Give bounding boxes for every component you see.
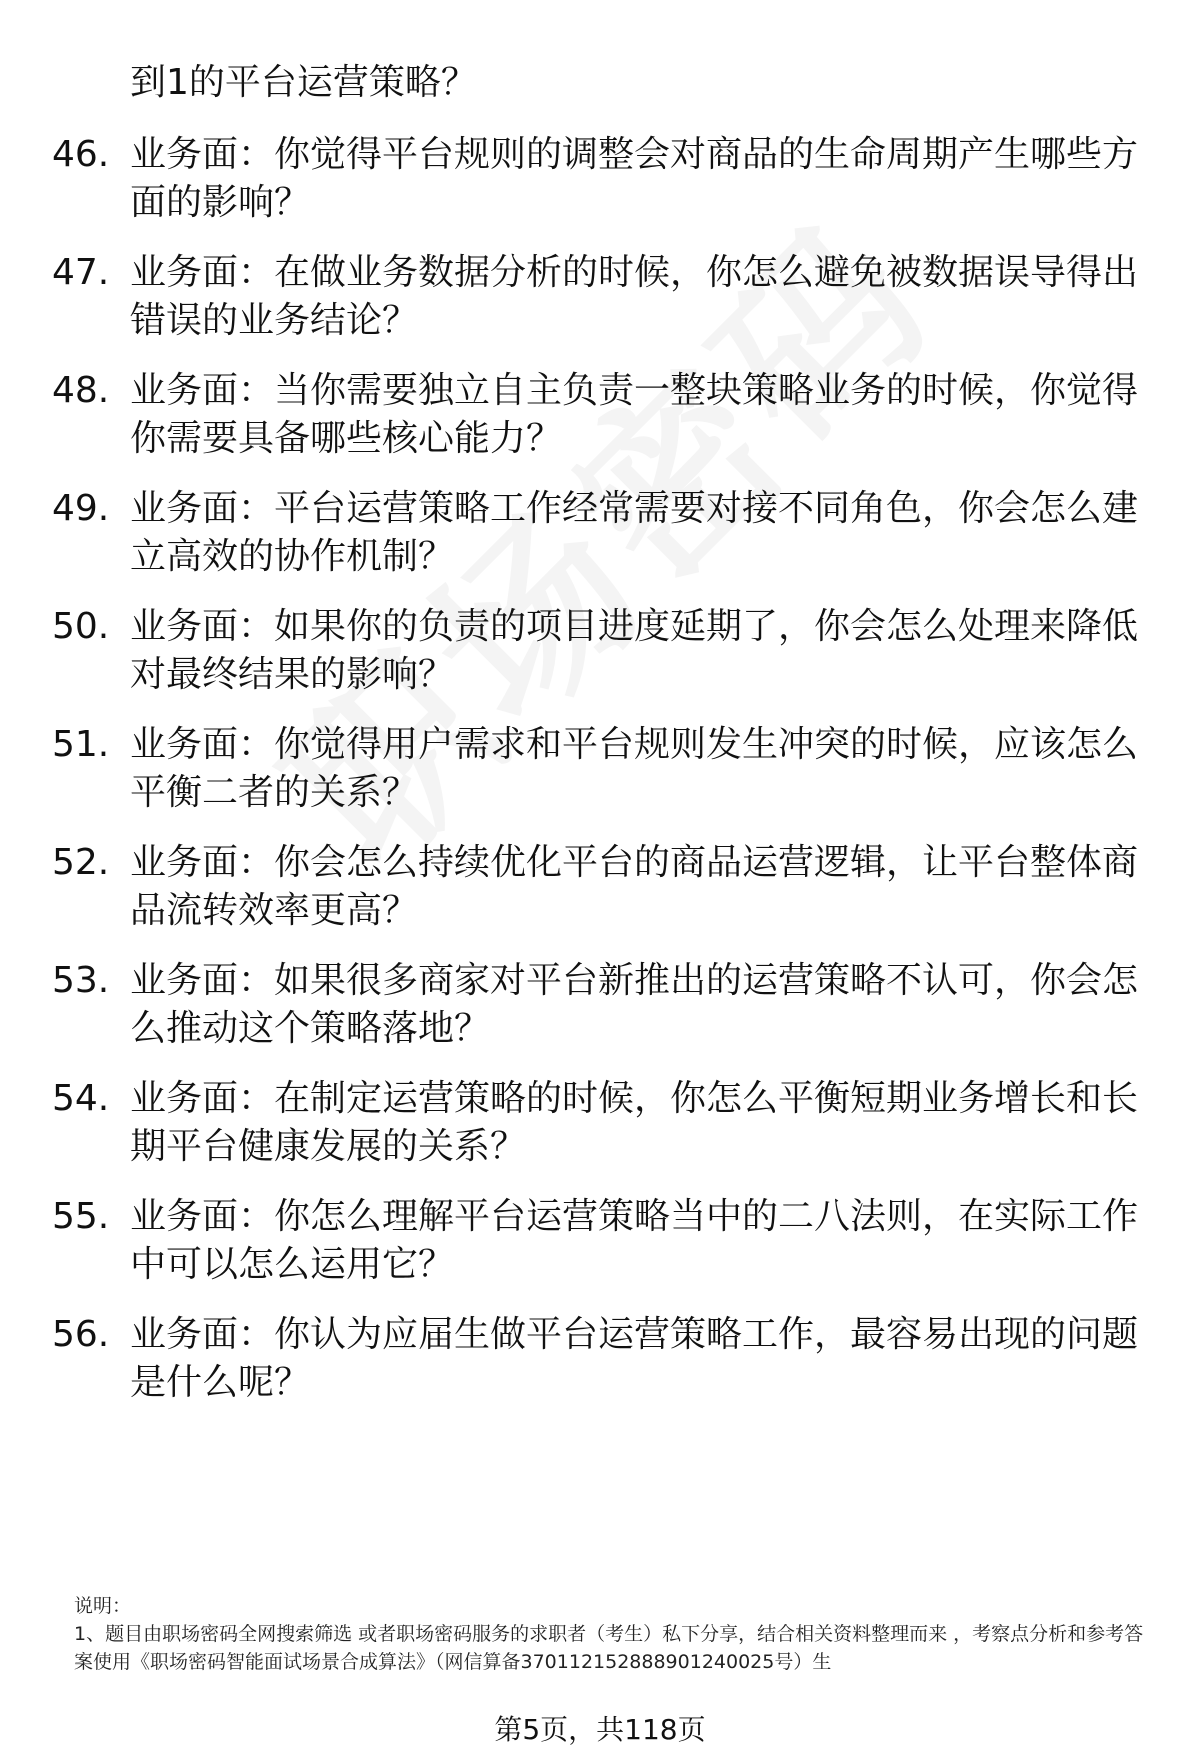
question-text: 业务面：在做业务数据分析的时候，你怎么避免被数据误导得出错误的业务结论？ — [130, 252, 1139, 341]
question-number: 49. — [52, 488, 110, 529]
question-text: 业务面：当你需要独立自主负责一整块策略业务的时候，你觉得你需要具备哪些核心能力？ — [130, 370, 1139, 459]
question-number: 54. — [52, 1078, 110, 1119]
question-text: 业务面：如果你的负责的项目进度延期了，你会怎么处理来降低对最终结果的影响？ — [130, 606, 1139, 695]
question-text: 业务面：你觉得平台规则的调整会对商品的生命周期产生哪些方面的影响？ — [130, 134, 1139, 223]
question-number: 53. — [52, 960, 110, 1001]
question-number: 46. — [52, 134, 110, 175]
continuation-text: 到1的平台运营策略？ — [130, 62, 477, 103]
question-text: 业务面：你认为应届生做平台运营策略工作，最容易出现的问题是什么呢？ — [130, 1314, 1139, 1403]
question-number: 47. — [52, 252, 110, 293]
notes-heading: 说明： — [74, 1595, 132, 1617]
question-text: 业务面：如果很多商家对平台新推出的运营策略不认可，你会怎么推动这个策略落地？ — [130, 960, 1139, 1049]
question-number: 48. — [52, 370, 110, 411]
notes-line: 1、题目由职场密码全网搜索筛选 或者职场密码服务的求职者（考生）私下分享，结合相关资料整理而来 ，考察点分析和参考答案使用《职场密码智能面试场景合成算法》（网信算备370112152888901240025号）生 — [74, 1623, 1144, 1673]
question-text: 业务面：你会怎么持续优化平台的商品运营逻辑，让平台整体商品流转效率更高？ — [130, 842, 1139, 931]
question-text: 业务面：平台运营策略工作经常需要对接不同角色，你会怎么建立高效的协作机制？ — [130, 488, 1139, 577]
notes — [74, 1592, 1154, 1676]
page-number: 第5页，共118页 — [494, 1713, 706, 1746]
question-number: 56. — [52, 1314, 110, 1355]
question-number: 55. — [52, 1196, 110, 1237]
question-text: 业务面：在制定运营策略的时候，你怎么平衡短期业务增长和长期平台健康发展的关系？ — [130, 1078, 1139, 1167]
question-number: 50. — [52, 606, 110, 647]
question-text: 业务面：你觉得用户需求和平台规则发生冲突的时候，应该怎么平衡二者的关系？ — [130, 724, 1139, 813]
question-number: 51. — [52, 724, 110, 765]
question-number: 52. — [52, 842, 110, 883]
question-text: 业务面：你怎么理解平台运营策略当中的二八法则，在实际工作中可以怎么运用它？ — [130, 1196, 1139, 1285]
